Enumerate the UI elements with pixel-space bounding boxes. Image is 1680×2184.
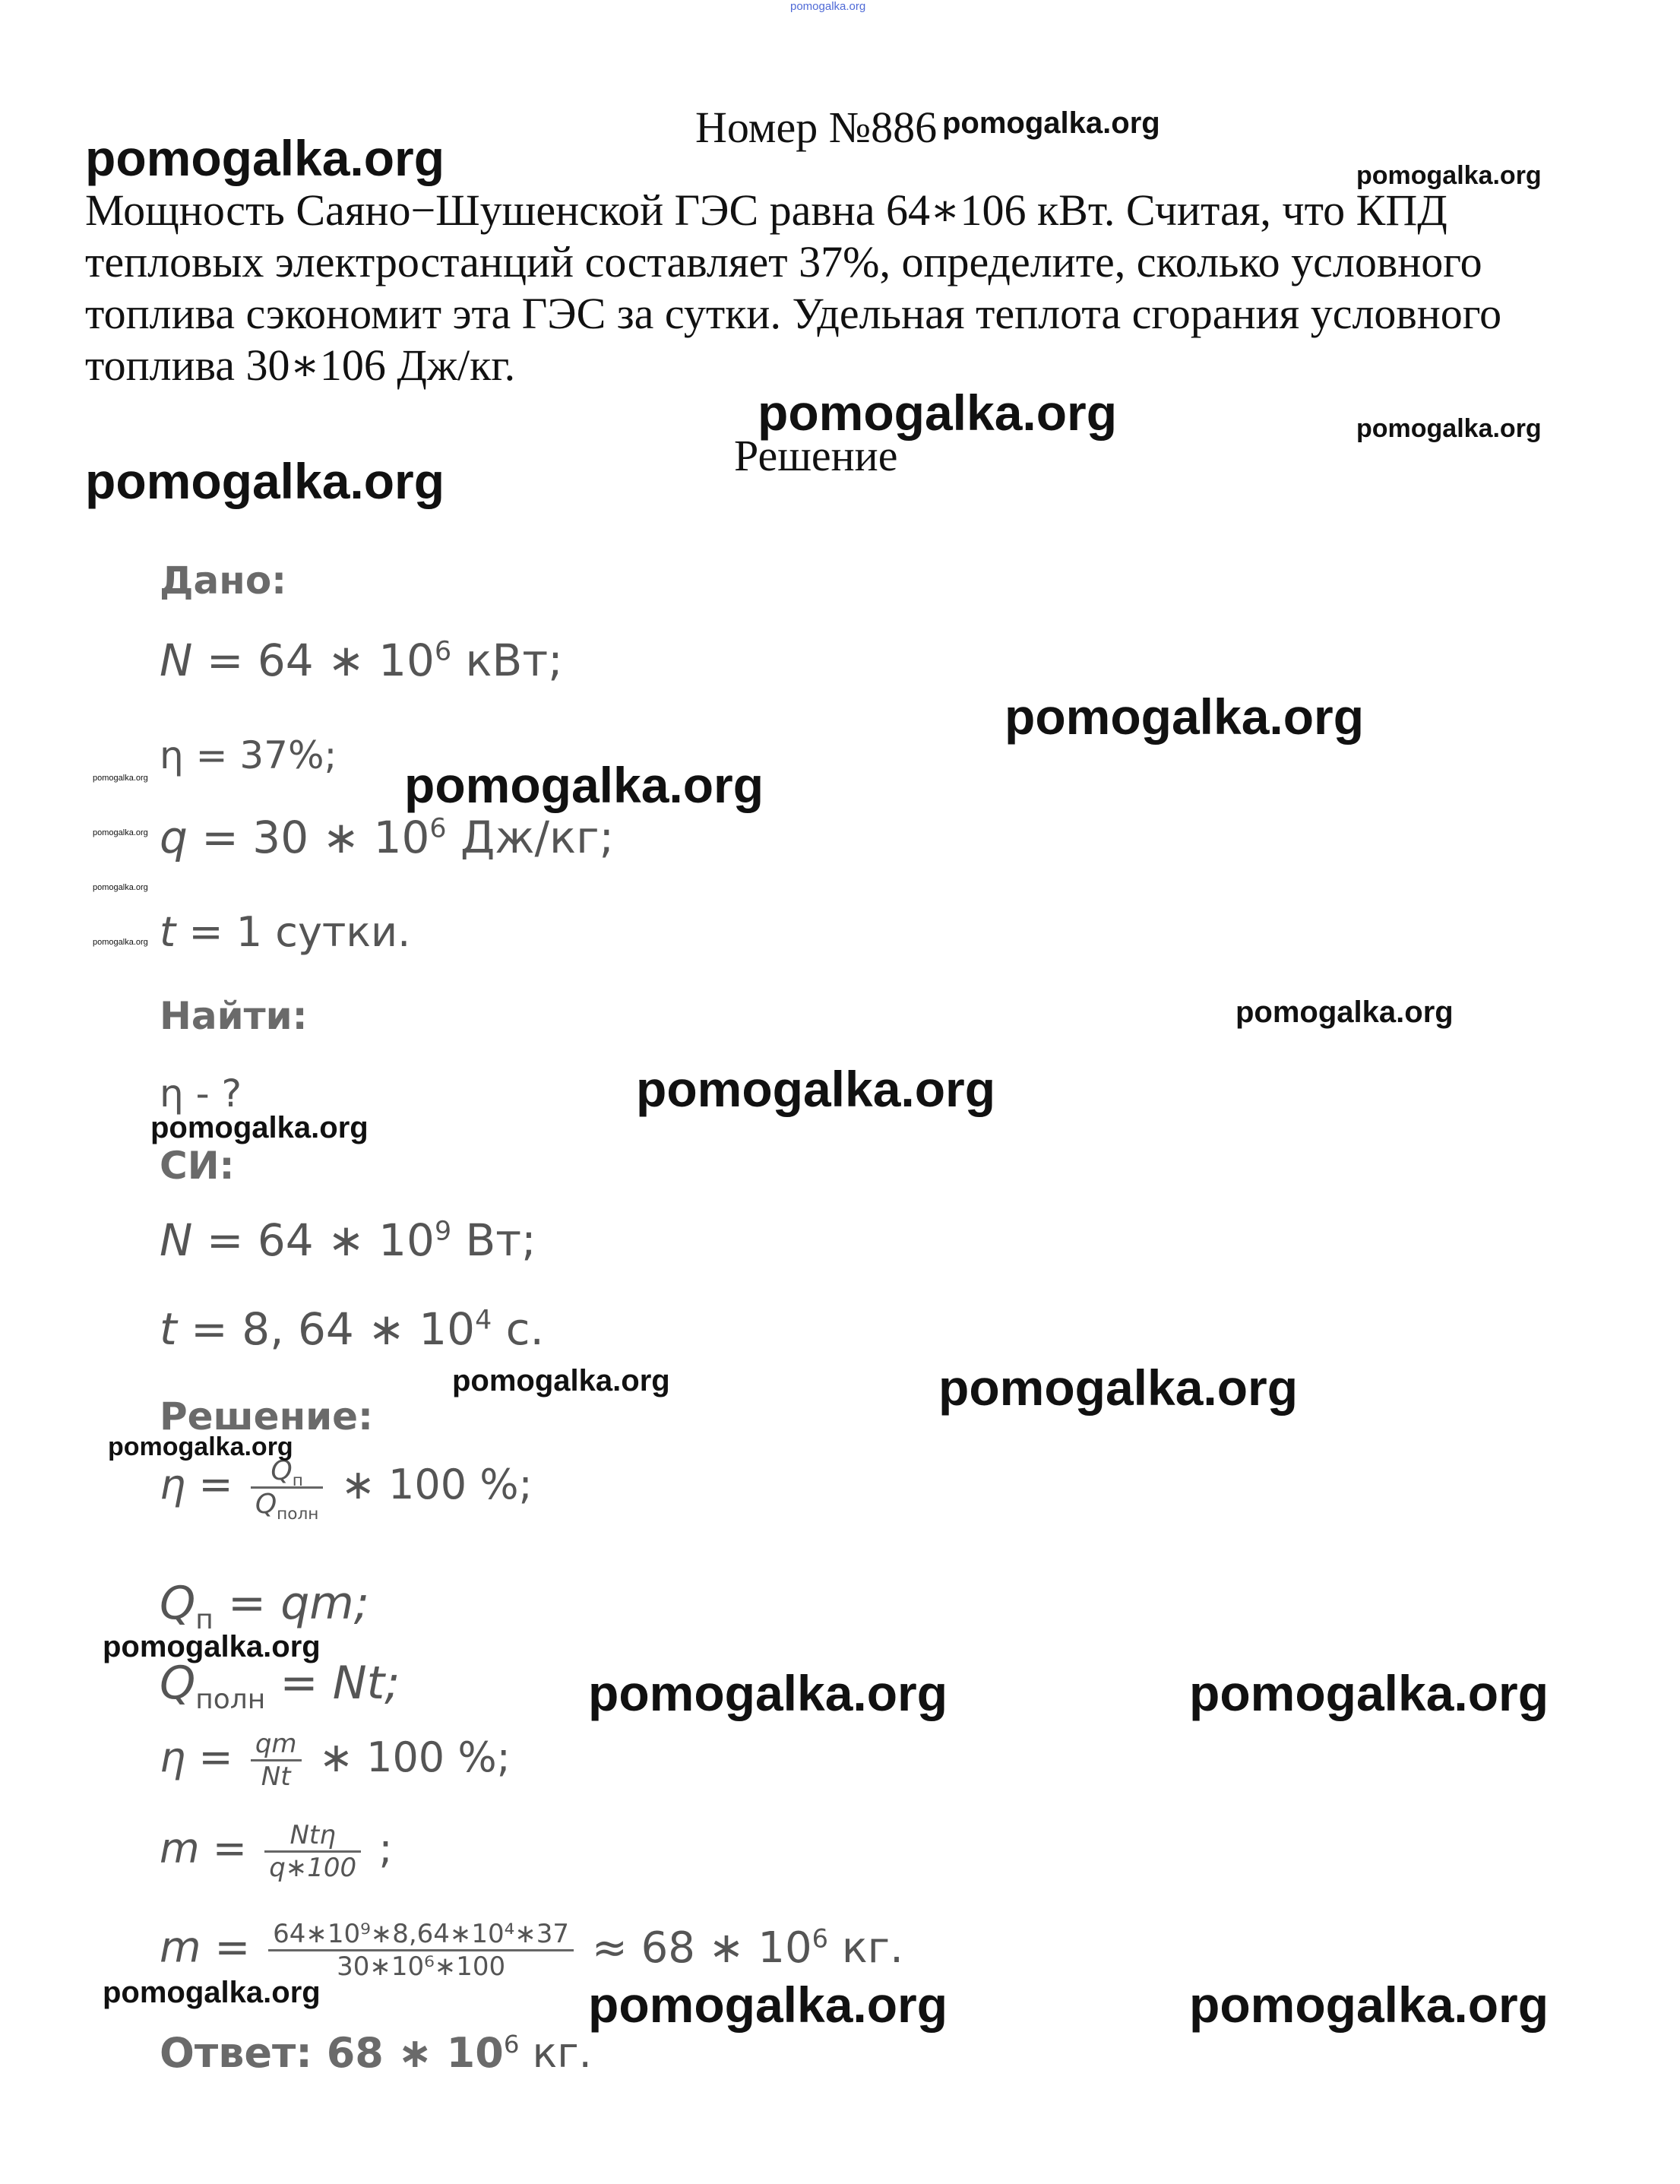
symbol: N: [160, 1214, 193, 1266]
watermark: pomogalka.org: [1356, 414, 1542, 443]
denominator: q∗100: [269, 1853, 357, 1883]
eq-rhs: = Nt;: [265, 1657, 400, 1710]
watermark-small: pomogalka.org: [93, 938, 148, 947]
subscript: п: [195, 1604, 214, 1635]
value: = 30 ∗ 10: [187, 812, 430, 863]
fraction: [264, 1820, 361, 1883]
watermark: pomogalka.org: [588, 1665, 948, 1721]
equation-efficiency: [160, 1455, 533, 1524]
numerator: 64∗10⁹∗8,64∗10⁴∗37: [268, 1919, 574, 1951]
problem-line: тепловых электростанций составляет 37%, определите, сколько условного: [85, 237, 1482, 286]
eq-lhs: Q: [160, 1657, 196, 1710]
page-title: Номер №886: [695, 103, 938, 152]
symbol: t: [160, 1303, 177, 1355]
watermark: pomogalka.org: [85, 453, 445, 509]
watermark: pomogalka.org: [1005, 688, 1365, 745]
watermark: pomogalka.org: [103, 1630, 321, 1663]
watermark-small: pomogalka.org: [93, 883, 148, 892]
exponent: 4: [475, 1305, 492, 1336]
exponent: 6: [429, 813, 447, 844]
eq-rhs: ≈ 68 ∗ $10^6$ кг.: [591, 1923, 903, 1973]
eq-lhs: η =: [160, 1461, 233, 1509]
eq-lhs: Q: [160, 1577, 196, 1630]
denominator: 30∗10⁶∗100: [337, 1951, 506, 1982]
problem-line: топлива 30∗106 Дж/кг.: [85, 340, 516, 390]
watermark: pomogalka.org: [103, 1976, 321, 2009]
eq-lhs: η =: [160, 1733, 233, 1782]
watermark: pomogalka.org: [942, 106, 1160, 140]
watermark: pomogalka.org: [1189, 1977, 1549, 2033]
value: = 64 ∗ 10: [192, 635, 435, 686]
denominator: $Q_{полн}$: [255, 1489, 319, 1524]
unit: с.: [492, 1303, 544, 1355]
numerator: Ntη: [264, 1820, 361, 1853]
value: = 1 сутки.: [176, 908, 411, 956]
unit: Дж/кг;: [446, 812, 615, 863]
watermark: pomogalka.org: [1235, 995, 1454, 1029]
eq-lhs: m =: [160, 1923, 251, 1973]
watermark: pomogalka.org: [636, 1061, 996, 1117]
watermark-small: pomogalka.org: [93, 774, 148, 783]
exponent: 9: [434, 1216, 452, 1247]
given-efficiency: η = 37%;: [160, 733, 337, 777]
watermark-small: pomogalka.org: [93, 828, 148, 837]
si-time: [160, 1303, 544, 1355]
subscript: полн: [195, 1684, 266, 1715]
given-power: [160, 635, 563, 686]
watermark-top: pomogalka.org: [790, 0, 866, 13]
si-label: СИ:: [160, 1144, 235, 1188]
symbol: t: [160, 908, 176, 956]
watermark: pomogalka.org: [938, 1359, 1299, 1416]
watermark: pomogalka.org: [150, 1111, 369, 1144]
fraction: [251, 1455, 324, 1524]
solution-label: Решение:: [160, 1394, 374, 1439]
watermark: pomogalka.org: [452, 1364, 670, 1397]
problem-line: топлива сэкономит эта ГЭС за сутки. Удельная теплота сгорания условного: [85, 289, 1502, 338]
numerator: $Q_п$: [251, 1455, 324, 1489]
fraction: [251, 1729, 302, 1792]
watermark: pomogalka.org: [758, 385, 1118, 441]
watermark: pomogalka.org: [85, 130, 445, 186]
watermark: pomogalka.org: [1356, 161, 1542, 190]
unit: Вт;: [451, 1214, 536, 1266]
eq-rhs: ;: [378, 1825, 393, 1873]
denominator: Nt: [261, 1761, 291, 1792]
find-value: η - ?: [160, 1071, 242, 1116]
eq-rhs: = qm;: [213, 1577, 369, 1630]
eq-rhs: ∗ 100 %;: [340, 1461, 533, 1509]
equation-total-energy: [160, 1657, 400, 1715]
equation-mass-result: [160, 1919, 903, 1982]
watermark: pomogalka.org: [1189, 1665, 1549, 1721]
symbol: q: [160, 812, 188, 863]
given-label: Дано:: [160, 559, 287, 603]
problem-line: Мощность Саяно−Шушенской ГЭС равна 64∗106 кВт. Считая, что КПД: [85, 185, 1447, 235]
watermark: pomogalka.org: [588, 1977, 948, 2033]
problem-statement: [85, 185, 1552, 391]
given-time: [160, 908, 410, 956]
equation-mass: [160, 1820, 393, 1883]
solution-heading: Решение: [734, 431, 898, 480]
numerator: qm: [251, 1729, 302, 1761]
answer: Ответ: 68 ∗ $10^6$ кг.: [160, 2029, 592, 2077]
given-heat: [160, 812, 614, 863]
equation-efficiency-substituted: [160, 1729, 511, 1792]
eq-rhs: ∗ 100 %;: [318, 1733, 511, 1782]
exponent: 6: [434, 636, 452, 667]
si-power: [160, 1214, 536, 1266]
unit: кВт;: [451, 635, 563, 686]
fraction: [268, 1919, 574, 1982]
value: = 64 ∗ 10: [192, 1214, 435, 1266]
watermark: pomogalka.org: [404, 757, 764, 813]
symbol: N: [160, 635, 193, 686]
equation-useful-heat: [160, 1577, 369, 1635]
eq-lhs: m =: [160, 1825, 248, 1873]
value: = 8, 64 ∗ 10: [176, 1303, 476, 1355]
find-label: Найти:: [160, 994, 308, 1038]
watermark: pomogalka.org: [108, 1432, 293, 1461]
